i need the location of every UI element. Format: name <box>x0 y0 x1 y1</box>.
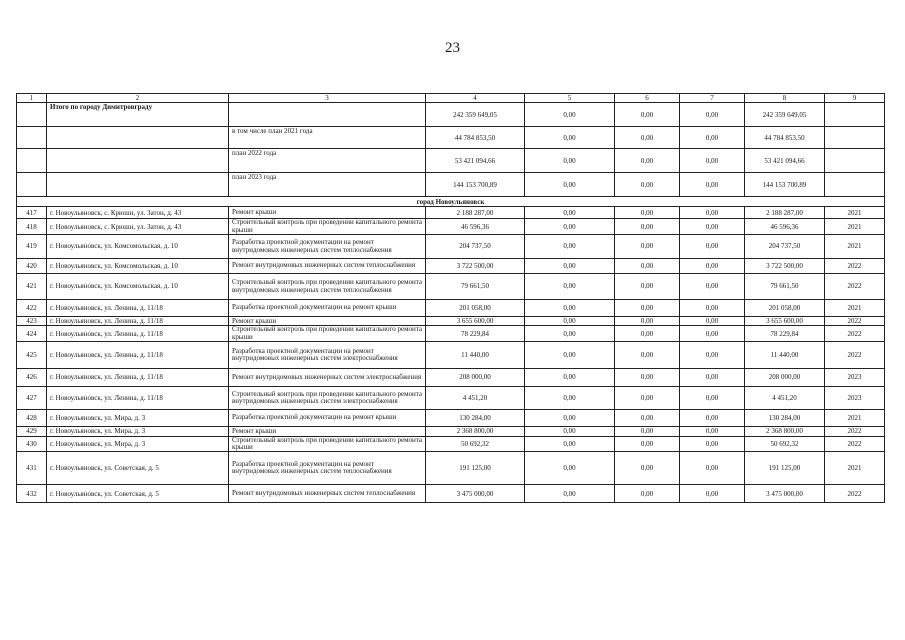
row-value-c7: 0,00 <box>680 485 745 503</box>
row-value-c4: 208 000,00 <box>426 369 525 387</box>
row-value-c5: 0,00 <box>525 485 615 503</box>
row-value-c8: 201 058,00 <box>745 300 825 317</box>
row-value-c6: 0,00 <box>615 410 680 427</box>
row-value-c8: 3 475 000,00 <box>745 485 825 503</box>
row-work-type: Ремонт крыши <box>229 317 426 326</box>
summary-value-c4: 44 784 853,50 <box>426 127 525 149</box>
summary-label: план 2022 года <box>229 149 426 173</box>
row-address: г. Новоульяновск, ул. Ленина, д. 11/18 <box>47 387 229 410</box>
summary-value-c4: 53 421 094,66 <box>426 149 525 173</box>
table-row <box>17 427 885 436</box>
summary-value-c7: 0,00 <box>680 127 745 149</box>
summary-value-c6: 0,00 <box>615 127 680 149</box>
row-number: 423 <box>17 317 47 326</box>
row-address: г. Новоульяновск, ул. Ленина, д. 11/18 <box>47 326 229 342</box>
row-work-type: Строительный контроль при проведении капитального ремонта крыши <box>229 326 426 342</box>
summary-number-cell <box>17 127 47 149</box>
column-header: 7 <box>680 94 745 103</box>
row-value-c5: 0,00 <box>525 219 615 235</box>
summary-value-c7: 0,00 <box>680 149 745 173</box>
row-value-c7: 0,00 <box>680 342 745 369</box>
table-row <box>17 207 885 219</box>
row-value-c5: 0,00 <box>525 235 615 259</box>
column-header: 5 <box>525 94 615 103</box>
row-number: 429 <box>17 427 47 436</box>
row-value-c6: 0,00 <box>615 342 680 369</box>
row-work-type: Разработка проектной документации на ремонт внутридомовых инженерных систем теплоснабжения <box>229 452 426 485</box>
column-header: 3 <box>229 94 426 103</box>
row-value-c8: 191 125,00 <box>745 452 825 485</box>
row-value-c4: 50 692,32 <box>426 436 525 452</box>
row-value-c9: 2021 <box>825 207 885 219</box>
table-row <box>17 452 885 485</box>
row-work-type: Разработка проектной документации на ремонт крыши <box>229 300 426 317</box>
row-work-type: Ремонт внутридомовых инженерных систем теплоснабжения <box>229 259 426 274</box>
summary-row <box>17 149 885 173</box>
table-row <box>17 410 885 427</box>
row-value-c4: 78 229,84 <box>426 326 525 342</box>
row-number: 427 <box>17 387 47 410</box>
table-row <box>17 436 885 452</box>
summary-value-c8: 242 359 649,05 <box>745 103 825 127</box>
row-value-c4: 204 737,50 <box>426 235 525 259</box>
table-row <box>17 485 885 503</box>
row-value-c6: 0,00 <box>615 219 680 235</box>
row-value-c4: 2 368 800,00 <box>426 427 525 436</box>
summary-row <box>17 103 885 127</box>
row-number: 418 <box>17 219 47 235</box>
summary-value-c5: 0,00 <box>525 127 615 149</box>
row-value-c5: 0,00 <box>525 452 615 485</box>
row-value-c6: 0,00 <box>615 259 680 274</box>
row-value-c4: 3 475 000,00 <box>426 485 525 503</box>
row-value-c7: 0,00 <box>680 387 745 410</box>
capital-repair-table <box>16 93 885 503</box>
row-value-c8: 4 451,20 <box>745 387 825 410</box>
summary-value-c7: 0,00 <box>680 173 745 197</box>
summary-address-cell <box>47 173 229 197</box>
column-header: 8 <box>745 94 825 103</box>
row-value-c9: 2021 <box>825 300 885 317</box>
row-value-c9: 2022 <box>825 317 885 326</box>
row-address: г. Новоульяновск, ул. Ленина, д. 11/18 <box>47 369 229 387</box>
row-value-c9: 2022 <box>825 485 885 503</box>
row-work-type: Строительный контроль при проведении капитального ремонта крыши <box>229 219 426 235</box>
row-value-c7: 0,00 <box>680 326 745 342</box>
row-value-c5: 0,00 <box>525 410 615 427</box>
row-value-c6: 0,00 <box>615 452 680 485</box>
summary-value-c9 <box>825 103 885 127</box>
row-work-type: Строительный контроль при проведении капитального ремонта крыши <box>229 436 426 452</box>
row-value-c4: 2 188 287,00 <box>426 207 525 219</box>
row-address: г. Новоульяновск, ул. Мира, д. 3 <box>47 436 229 452</box>
summary-value-c7: 0,00 <box>680 103 745 127</box>
row-value-c5: 0,00 <box>525 300 615 317</box>
row-value-c4: 11 440,00 <box>426 342 525 369</box>
summary-value-c5: 0,00 <box>525 149 615 173</box>
table-row <box>17 274 885 300</box>
row-value-c8: 204 737,50 <box>745 235 825 259</box>
row-value-c9: 2022 <box>825 427 885 436</box>
row-value-c9: 2023 <box>825 369 885 387</box>
summary-address-cell <box>47 127 229 149</box>
row-value-c6: 0,00 <box>615 317 680 326</box>
row-value-c6: 0,00 <box>615 485 680 503</box>
row-value-c9: 2021 <box>825 235 885 259</box>
row-value-c7: 0,00 <box>680 369 745 387</box>
section-header-row <box>17 197 885 207</box>
row-value-c5: 0,00 <box>525 317 615 326</box>
row-value-c9: 2023 <box>825 387 885 410</box>
summary-value-c9 <box>825 173 885 197</box>
summary-value-c4: 242 359 649,05 <box>426 103 525 127</box>
table-row <box>17 317 885 326</box>
row-number: 430 <box>17 436 47 452</box>
row-value-c9: 2021 <box>825 410 885 427</box>
table-row <box>17 259 885 274</box>
row-value-c9: 2021 <box>825 219 885 235</box>
summary-label: план 2023 года <box>229 173 426 197</box>
row-work-type: Строительный контроль при проведении капитального ремонта внутридомовых инженерных систем теплоснабжения <box>229 274 426 300</box>
section-title: город Новоульяновск <box>17 197 885 207</box>
row-value-c4: 79 661,50 <box>426 274 525 300</box>
summary-title: Итого по городу Димитровграду <box>47 103 229 127</box>
row-work-type: Ремонт крыши <box>229 427 426 436</box>
row-value-c4: 4 451,20 <box>426 387 525 410</box>
row-number: 424 <box>17 326 47 342</box>
row-work-type: Ремонт внутридомовых инженерных систем теплоснабжения <box>229 485 426 503</box>
column-header: 1 <box>17 94 47 103</box>
summary-value-c5: 0,00 <box>525 173 615 197</box>
row-work-type: Ремонт крыши <box>229 207 426 219</box>
summary-address-cell <box>47 149 229 173</box>
summary-row <box>17 173 885 197</box>
row-value-c6: 0,00 <box>615 207 680 219</box>
row-value-c6: 0,00 <box>615 427 680 436</box>
row-value-c8: 46 596,36 <box>745 219 825 235</box>
table-row <box>17 235 885 259</box>
summary-value-c5: 0,00 <box>525 103 615 127</box>
row-value-c8: 50 692,32 <box>745 436 825 452</box>
summary-value-c9 <box>825 127 885 149</box>
row-value-c7: 0,00 <box>680 235 745 259</box>
summary-value-c4: 144 153 700,89 <box>426 173 525 197</box>
row-work-type: Ремонт внутридомовых инженерных систем электроснабжения <box>229 369 426 387</box>
row-value-c9: 2022 <box>825 259 885 274</box>
table-row <box>17 219 885 235</box>
row-value-c6: 0,00 <box>615 274 680 300</box>
row-number: 419 <box>17 235 47 259</box>
row-value-c4: 3 655 600,00 <box>426 317 525 326</box>
row-value-c8: 208 000,00 <box>745 369 825 387</box>
row-value-c7: 0,00 <box>680 317 745 326</box>
row-value-c4: 191 125,00 <box>426 452 525 485</box>
row-value-c7: 0,00 <box>680 300 745 317</box>
row-value-c4: 46 596,36 <box>426 219 525 235</box>
row-value-c5: 0,00 <box>525 207 615 219</box>
row-value-c8: 130 284,00 <box>745 410 825 427</box>
row-value-c6: 0,00 <box>615 235 680 259</box>
row-value-c6: 0,00 <box>615 387 680 410</box>
row-value-c7: 0,00 <box>680 452 745 485</box>
row-address: г. Новоульяновск, ул. Советская, д. 5 <box>47 452 229 485</box>
table-row <box>17 369 885 387</box>
row-value-c5: 0,00 <box>525 274 615 300</box>
row-number: 431 <box>17 452 47 485</box>
row-address: г. Новоульяновск, ул. Комсомольская, д. 10 <box>47 259 229 274</box>
row-value-c8: 11 440,00 <box>745 342 825 369</box>
summary-label <box>229 103 426 127</box>
row-value-c7: 0,00 <box>680 436 745 452</box>
table-row <box>17 387 885 410</box>
row-value-c8: 2 368 800,00 <box>745 427 825 436</box>
row-address: г. Новоульяновск, ул. Мира, д. 3 <box>47 427 229 436</box>
row-value-c6: 0,00 <box>615 326 680 342</box>
row-address: г. Новоульяновск, ул. Мира, д. 3 <box>47 410 229 427</box>
row-address: г. Новоульяновск, с. Крюшн, ул. Затон, д. 43 <box>47 207 229 219</box>
column-header-row <box>17 94 885 103</box>
row-value-c5: 0,00 <box>525 436 615 452</box>
row-value-c9: 2022 <box>825 274 885 300</box>
summary-value-c8: 53 421 094,66 <box>745 149 825 173</box>
row-number: 428 <box>17 410 47 427</box>
row-work-type: Строительный контроль при проведении капитального ремонта внутридомовых инженерных систем электроснабжения <box>229 387 426 410</box>
row-number: 426 <box>17 369 47 387</box>
summary-value-c8: 44 784 853,50 <box>745 127 825 149</box>
row-number: 417 <box>17 207 47 219</box>
summary-value-c9 <box>825 149 885 173</box>
row-value-c8: 79 661,50 <box>745 274 825 300</box>
row-value-c5: 0,00 <box>525 326 615 342</box>
row-address: г. Новоульяновск, ул. Ленина, д. 11/18 <box>47 317 229 326</box>
table-row <box>17 342 885 369</box>
summary-value-c6: 0,00 <box>615 173 680 197</box>
row-value-c5: 0,00 <box>525 387 615 410</box>
row-value-c6: 0,00 <box>615 436 680 452</box>
row-value-c5: 0,00 <box>525 259 615 274</box>
row-value-c7: 0,00 <box>680 219 745 235</box>
row-value-c8: 3 722 500,00 <box>745 259 825 274</box>
row-value-c9: 2022 <box>825 326 885 342</box>
row-number: 420 <box>17 259 47 274</box>
page-number: 23 <box>445 40 460 56</box>
row-value-c7: 0,00 <box>680 410 745 427</box>
summary-row <box>17 127 885 149</box>
row-value-c7: 0,00 <box>680 207 745 219</box>
row-value-c4: 201 058,00 <box>426 300 525 317</box>
row-value-c4: 3 722 500,00 <box>426 259 525 274</box>
row-value-c8: 78 229,84 <box>745 326 825 342</box>
table-row <box>17 326 885 342</box>
summary-label: в том числе план 2021 года <box>229 127 426 149</box>
row-address: г. Новоульяновск, с. Крюшн, ул. Затон, д. 43 <box>47 219 229 235</box>
summary-value-c6: 0,00 <box>615 103 680 127</box>
row-value-c9: 2021 <box>825 452 885 485</box>
summary-number-cell <box>17 103 47 127</box>
row-value-c6: 0,00 <box>615 300 680 317</box>
row-value-c8: 2 188 287,00 <box>745 207 825 219</box>
table-body <box>17 94 885 503</box>
row-work-type: Разработка проектной документации на ремонт внутридомовых инженерных систем электроснабжения <box>229 342 426 369</box>
row-number: 425 <box>17 342 47 369</box>
row-value-c8: 3 655 600,00 <box>745 317 825 326</box>
row-value-c5: 0,00 <box>525 369 615 387</box>
column-header: 9 <box>825 94 885 103</box>
row-number: 432 <box>17 485 47 503</box>
row-value-c5: 0,00 <box>525 427 615 436</box>
row-value-c4: 130 284,00 <box>426 410 525 427</box>
row-address: г. Новоульяновск, ул. Ленина, д. 11/18 <box>47 300 229 317</box>
row-value-c5: 0,00 <box>525 342 615 369</box>
row-value-c9: 2022 <box>825 342 885 369</box>
summary-value-c8: 144 153 700,89 <box>745 173 825 197</box>
row-address: г. Новоульяновск, ул. Комсомольская, д. 10 <box>47 274 229 300</box>
row-address: г. Новоульяновск, ул. Советская, д. 5 <box>47 485 229 503</box>
row-value-c7: 0,00 <box>680 259 745 274</box>
row-value-c6: 0,00 <box>615 369 680 387</box>
summary-value-c6: 0,00 <box>615 149 680 173</box>
column-header: 2 <box>47 94 229 103</box>
row-work-type: Разработка проектной документации на ремонт внутридомовых инженерных систем теплоснабжения <box>229 235 426 259</box>
row-number: 421 <box>17 274 47 300</box>
row-value-c9: 2022 <box>825 436 885 452</box>
column-header: 4 <box>426 94 525 103</box>
row-value-c7: 0,00 <box>680 274 745 300</box>
row-address: г. Новоульяновск, ул. Комсомольская, д. 10 <box>47 235 229 259</box>
summary-number-cell <box>17 173 47 197</box>
row-value-c7: 0,00 <box>680 427 745 436</box>
row-number: 422 <box>17 300 47 317</box>
table-row <box>17 300 885 317</box>
row-address: г. Новоульяновск, ул. Ленина, д. 11/18 <box>47 342 229 369</box>
column-header: 6 <box>615 94 680 103</box>
summary-number-cell <box>17 149 47 173</box>
row-work-type: Разработка проектной документации на ремонт крыши <box>229 410 426 427</box>
